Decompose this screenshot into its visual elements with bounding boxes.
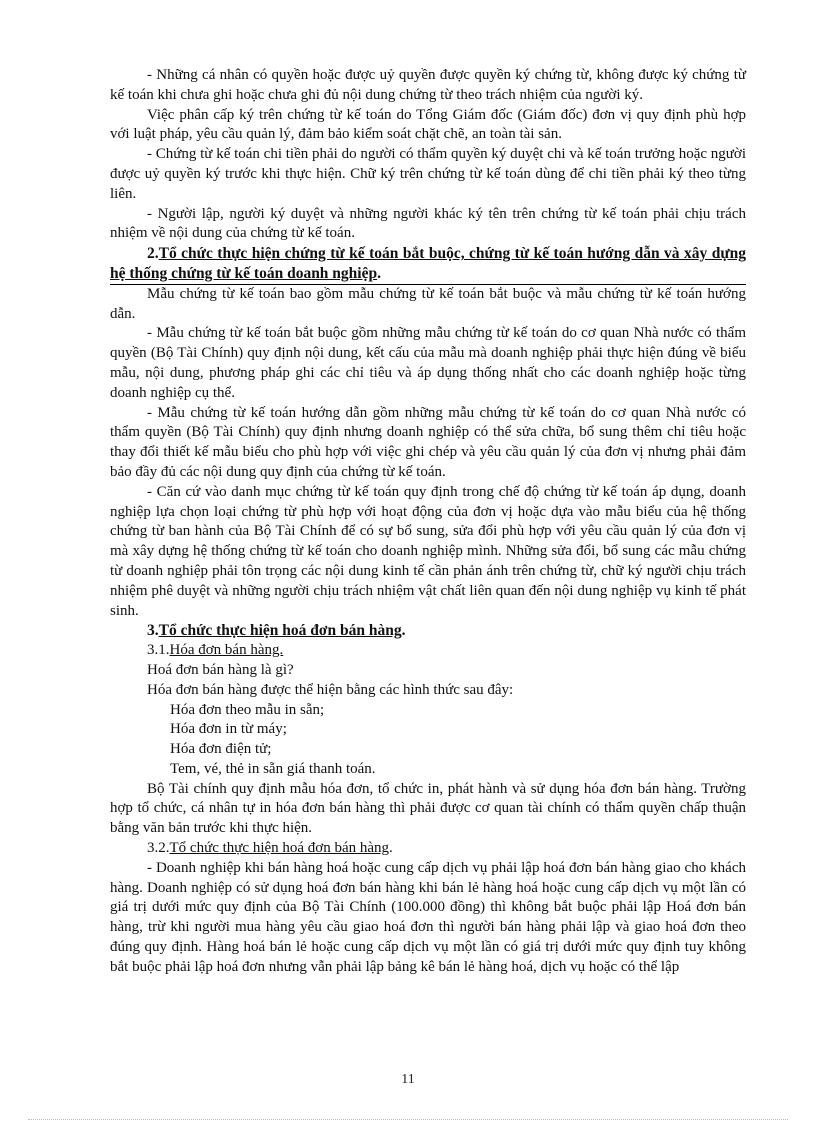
section-2-end: . xyxy=(377,264,381,282)
paragraph: Bộ Tài chính quy định mẫu hóa đơn, tổ chức in, phát hành và sử dụng hóa đơn bán hàng. Trường hợp tổ chức, cá nhân tự in hóa đơn bán hàng thì phải được cơ quan tài chính có thẩm quyền chấp thuận bằng văn bản trước khi thực hiện. xyxy=(110,780,746,837)
section-3-end: . xyxy=(401,622,406,640)
paragraph: - Căn cứ vào danh mục chứng từ kế toán quy định trong chế độ chứng từ kế toán áp dụng, doanh nghiệp lựa chọn loại chứng từ phù hợp với hoạt động của đơn vị hoặc dựa vào mẫu biểu của hệ thống chứng từ ban hành của Bộ Tài Chính để có sự bổ sung, sửa đổi phù hợp với yêu cầu quản lý của đơn vị mà xây dựng hệ thống chứng từ kế toán cho doanh nghiệp mình. Những sửa đổi, bổ sung các mẫu chứng từ doanh nghiệp phải tôn trọng các nội dung kinh tế cần phản ánh trên chứng từ, chữ ký người chịu trách nhiệm phê duyệt và những người chịu trách nhiệm vật chất liên quan đến nội dung nghiệp vụ kinh tế phát sinh. xyxy=(110,483,746,619)
page-number: 11 xyxy=(401,1072,415,1087)
subsection-3-1-title: Hóa đơn bán hàng. xyxy=(169,642,284,659)
paragraph: - Doanh nghiệp khi bán hàng hoá hoặc cung cấp dịch vụ phải lập hoá đơn bán hàng giao cho khách hàng. Doanh nghiệp có sử dụng hoá đơn bán hàng khi bán lẻ hàng hoá hoặc cung cấp dịch vụ một lần có giá trị dưới mức quy định của Bộ Tài Chính (100.000 đồng) thì không bắt buộc phải lập Hoá đơn bán hàng, trừ khi người mua hàng yêu cầu giao hoá đơn thì người bán hàng phải lập và giao hoá đơn theo đúng quy định. Hàng hoá bán lẻ hoặc cung cấp dịch vụ một lần có giá trị dưới mức quy định tuy không bắt buộc phải lập hoá đơn nhưng vẫn phải lập bảng kê bán lẻ hàng hoá, dịch vụ hoặc có thể lập xyxy=(110,859,746,975)
section-3-number: 3. xyxy=(147,622,159,640)
forms-intro: Hóa đơn bán hàng được thể hiện bằng các hình thức sau đây: xyxy=(147,681,514,698)
subsection-3-1-number: 3.1. xyxy=(147,642,170,659)
paragraph: - Chứng từ kế toán chi tiền phải do người có thẩm quyền ký duyệt chi và kế toán trưởng hoặc người được uỷ quyền ký trước khi thực hiện. Chữ ký trên chứng từ kế toán dùng để chi tiền phải ký theo từng liên. xyxy=(110,146,746,202)
section-2-heading-block xyxy=(110,244,746,285)
list-item: Hóa đơn in từ máy; xyxy=(170,721,287,738)
page-bottom-divider xyxy=(28,1119,788,1120)
section-2-title: Tổ chức thực hiện chứng từ kế toán bắt buộc, chứng từ kế toán hướng dẫn và xây dựng hệ thống chứng từ kế toán doanh nghiệp xyxy=(110,245,746,282)
list-item: Tem, vé, thẻ in sẵn giá thanh toán. xyxy=(170,760,376,777)
section-3-title: Tổ chức thực hiện hoá đơn bán hàng xyxy=(158,622,402,640)
list-item: Hóa đơn theo mẫu in sẵn; xyxy=(170,701,325,718)
section-2-number: 2. xyxy=(147,245,159,263)
section-2-heading xyxy=(110,244,746,284)
subsection-3-2-heading xyxy=(110,839,746,859)
paragraph: - Mẫu chứng từ kế toán hướng dẫn gồm những mẫu chứng từ kế toán do cơ quan Nhà nước có thẩm quyền (Bộ Tài Chính) quy định nhưng doanh nghiệp có thể sửa chữa, bổ sung thêm chỉ tiêu hoặc thay đổi thiết kế mẫu biểu cho phù hợp với việc ghi chép và yêu cầu quản lý của đơn vị nhưng phải đảm bảo đầy đủ các nội dung quy định của chứng từ kế toán. xyxy=(110,404,746,480)
paragraph: - Mẫu chứng từ kế toán bắt buộc gồm những mẫu chứng từ kế toán do cơ quan Nhà nước có thẩm quyền (Bộ Tài Chính) quy định nội dung, kết cấu của mẫu mà doanh nghiệp phải thực hiện đúng về biểu mẫu, nội dung, phương pháp ghi các chỉ tiêu và áp dụng thống nhất cho các doanh nghiệp hoặc từng doanh nghiệp cụ thể. xyxy=(110,325,746,401)
subsection-3-2-number: 3.2. xyxy=(147,840,170,857)
paragraph: Mẫu chứng từ kế toán bao gồm mẫu chứng từ kế toán bắt buộc và mẫu chứng từ kế toán hướng dẫn. xyxy=(110,285,746,322)
subsection-3-1-heading xyxy=(110,641,746,661)
subsection-3-2-end: . xyxy=(389,840,393,857)
paragraph: - Những cá nhân có quyền hoặc được uỷ quyền được quyền ký chứng từ, không được ký chứng từ kế toán khi chưa ghi hoặc chưa ghi đủ nội dung chứng từ theo trách nhiệm của người ký. xyxy=(110,67,746,103)
paragraph: - Người lập, người ký duyệt và những người khác ký tên trên chứng từ kế toán phải chịu trách nhiệm về nội dung của chứng từ kế toán. xyxy=(110,205,746,242)
subsection-3-2-title: Tổ chức thực hiện hoá đơn bán hàng xyxy=(169,840,390,857)
list-item: Hóa đơn điện tử; xyxy=(170,741,272,758)
question-line: Hoá đơn bán hàng là gì? xyxy=(147,661,294,678)
document-page xyxy=(110,66,746,978)
paragraph: Việc phân cấp ký trên chứng từ kế toán do Tổng Giám đốc (Giám đốc) đơn vị quy định phù hợp với luật pháp, yêu cầu quản lý, đảm bảo kiểm soát chặt chẽ, an toàn tài sản. xyxy=(110,106,746,143)
section-3-heading xyxy=(110,621,746,641)
